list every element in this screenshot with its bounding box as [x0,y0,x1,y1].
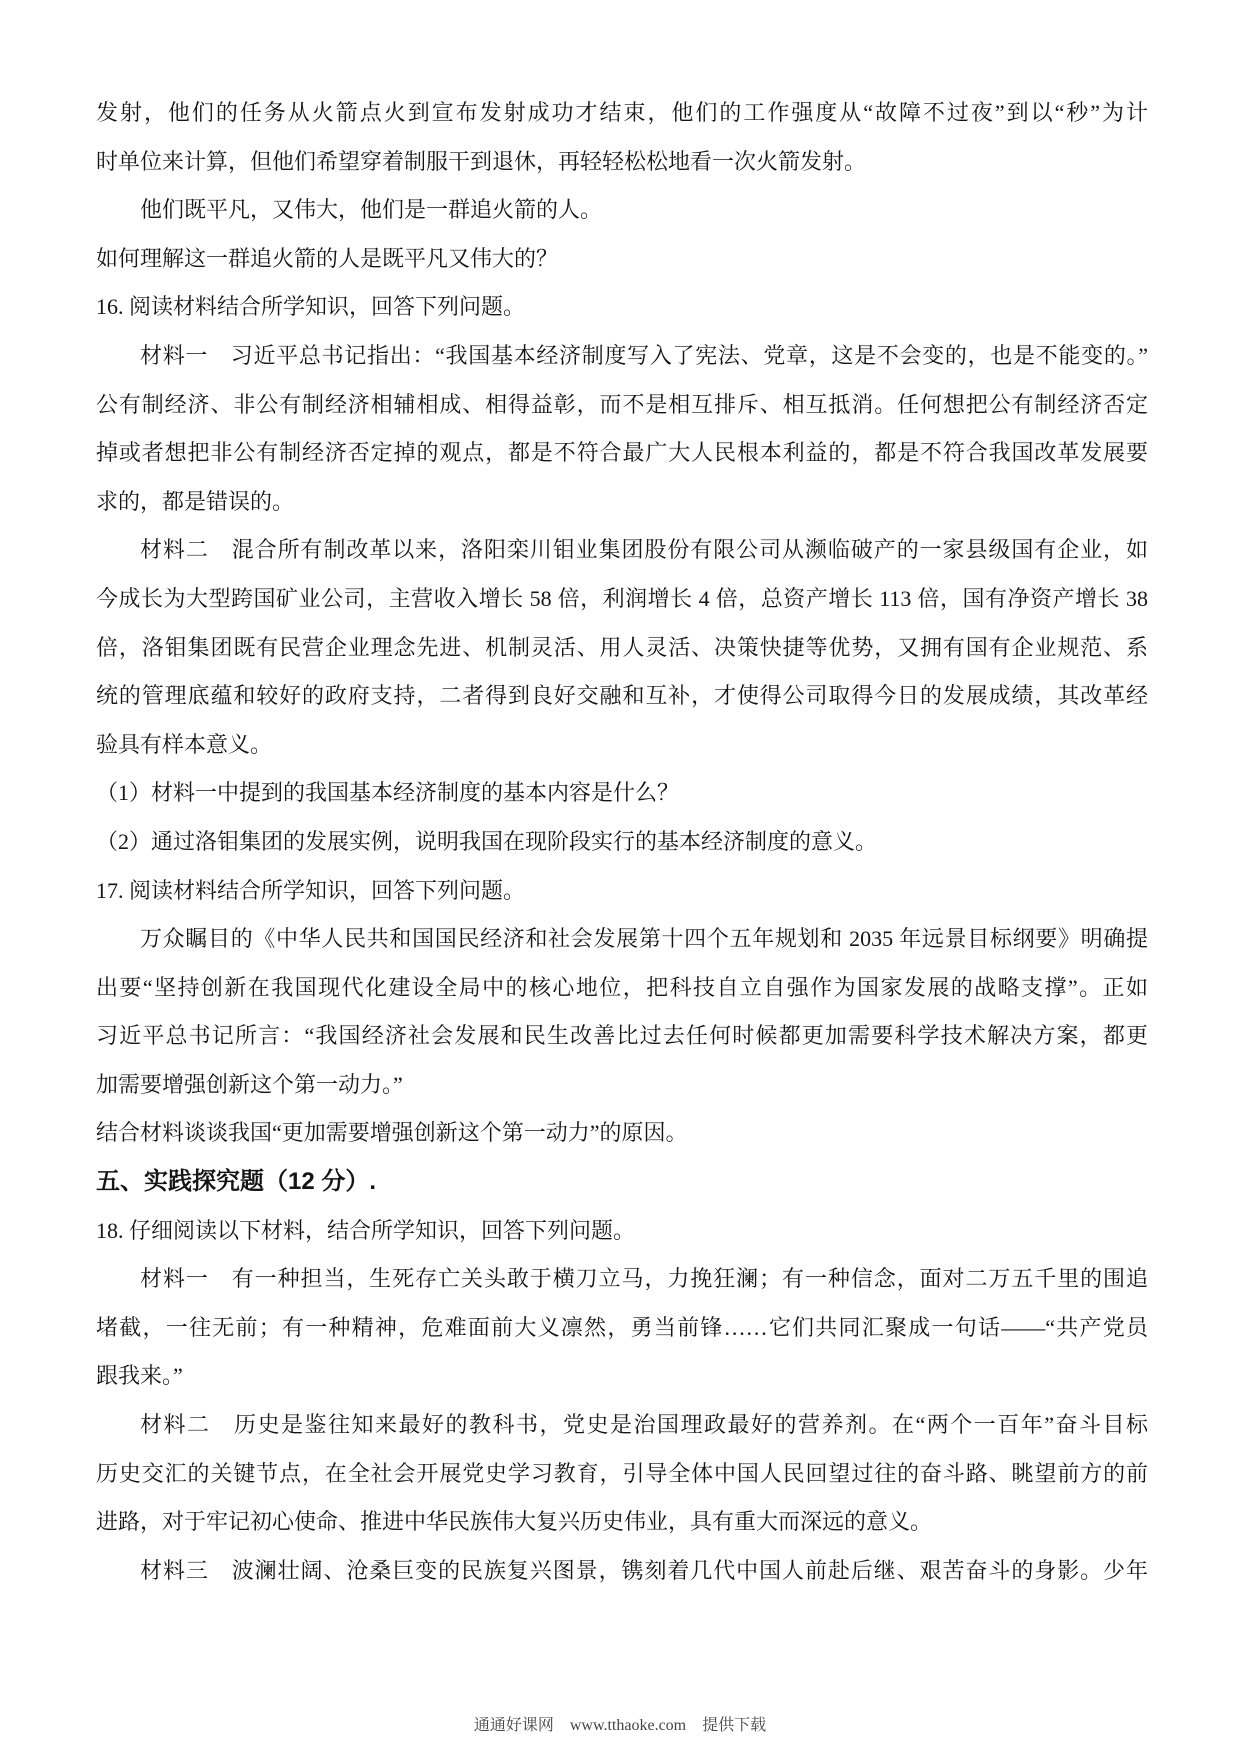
text-line: 出要“坚持创新在我国现代化建设全局中的核心地位，把科技自立自强作为国家发展的战略支撑”。正如 [96,974,1148,1000]
text-line: 时单位来计算，但他们希望穿着制服干到退休，再轻轻松松地看一次火箭发射。 [96,148,867,174]
text-line: 堵截，一往无前；有一种精神，危难面前大义凛然，勇当前锋……它们共同汇聚成一句话——“共产党员 [96,1314,1148,1340]
text-line: 材料二 历史是鉴往知来最好的教科书，党史是治国理政最好的营养剂。在“两个一百年”奋斗目标 [140,1412,1148,1438]
text-line: 历史交汇的关键节点，在全社会开展党史学习教育，引导全体中国人民回望过往的奋斗路、眺望前方的前 [96,1460,1148,1486]
text-line: 验具有样本意义。 [96,731,273,757]
footer-download-label: 提供下载 [702,1717,767,1734]
text-line: 他们既平凡，又伟大，他们是一群追火箭的人。 [140,197,603,223]
text-line: 掉或者想把非公有制经济否定掉的观点，都是不符合最广大人民根本利益的，都是不符合我国改革发展要 [96,440,1148,466]
text-line: 倍，洛钼集团既有民营企业理念先进、机制灵活、用人灵活、决策快捷等优势，又拥有国有企业规范、系 [96,634,1148,660]
text-line: 材料一 有一种担当，生死存亡关头敢于横刀立马，力挽狂澜；有一种信念，面对二万五千里的围追 [140,1266,1148,1292]
text-line: 跟我来。” [96,1363,183,1389]
footer-site-name: 通通好课网 [473,1717,554,1734]
text-line: 17. 阅读材料结合所学知识，回答下列问题。 [96,877,526,903]
text-line: 材料二 混合所有制改革以来，洛阳栾川钼业集团股份有限公司从濒临破产的一家县级国有企业，如 [140,537,1148,563]
text-line: 加需要增强创新这个第一动力。” [96,1071,403,1097]
text-line: 16. 阅读材料结合所学知识，回答下列问题。 [96,294,526,320]
text-line: 材料三 波澜壮阔、沧桑巨变的民族复兴图景，镌刻着几代中国人前赴后继、艰苦奋斗的身影。少年 [140,1557,1148,1583]
text-line: 材料一 习近平总书记指出：“我国基本经济制度写入了宪法、党章，这是不会变的，也是不能变的。” [140,342,1148,368]
text-line: 发射，他们的任务从火箭点火到宣布发射成功才结束，他们的工作强度从“故障不过夜”到以“秒”为计 [96,100,1148,125]
page-footer [0,1712,1240,1735]
text-line: 求的，都是错误的。 [96,488,295,514]
text-line: 今成长为大型跨国矿业公司，主营收入增长 58 倍，利润增长 4 倍，总资产增长 113 倍，国有净资产增长 38 [96,585,1148,611]
section-heading: 五、实践探究题（12 分）. [96,1168,377,1196]
text-line: 万众瞩目的《中华人民共和国国民经济和社会发展第十四个五年规划和 2035 年远景目标纲要》明确提 [140,926,1148,952]
text-line: 习近平总书记所言：“我国经济社会发展和民生改善比过去任何时候都更加需要科学技术解决方案，都更 [96,1023,1148,1049]
document-body [96,89,1148,1595]
text-line: 18. 仔细阅读以下材料，结合所学知识，回答下列问题。 [96,1217,636,1243]
text-line: （1）材料一中提到的我国基本经济制度的基本内容是什么？ [96,780,680,806]
text-line: 进路，对于牢记初心使命、推进中华民族伟大复兴历史伟业，具有重大而深远的意义。 [96,1509,933,1535]
text-line: 公有制经济、非公有制经济相辅相成、相得益彰，而不是相互排斥、相互抵消。任何想把公有制经济否定 [96,391,1148,417]
footer-url: www.tthaoke.com [569,1717,687,1734]
text-line: 统的管理底蕴和较好的政府支持，二者得到良好交融和互补，才使得公司取得今日的发展成绩，其改革经 [96,683,1148,709]
text-line: （2）通过洛钼集团的发展实例，说明我国在现阶段实行的基本经济制度的意义。 [96,828,878,854]
text-line: 如何理解这一群追火箭的人是既平凡又伟大的？ [96,245,559,271]
text-line: 结合材料谈谈我国“更加需要增强创新这个第一动力”的原因。 [96,1120,688,1146]
